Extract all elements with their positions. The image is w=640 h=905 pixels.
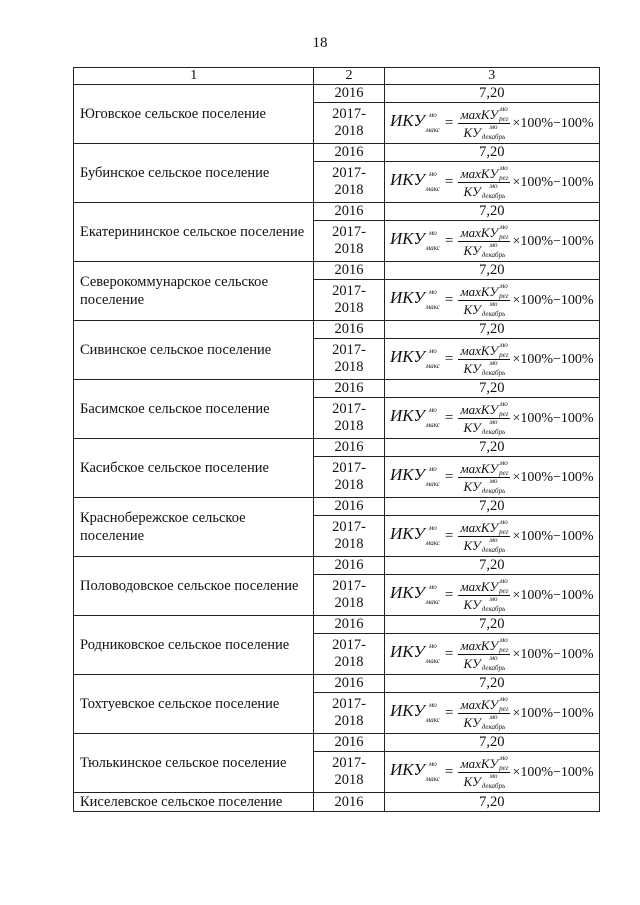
formula-lhs [390,112,440,134]
year-2016: 2016 [314,203,384,221]
formula-equals: = [444,527,454,544]
year-2016: 2016 [314,144,384,162]
formula-num-sub: рег [499,527,509,536]
formula-num-main: махКУ [460,401,499,417]
formula-lhs-sup: мо [428,170,437,178]
settlement-name: Екатерининское сельское поселение [74,203,314,262]
formula-fraction [458,578,510,613]
formula-lhs-sub: макс [425,598,440,606]
formula-tail: ×100%−100% [512,646,594,662]
formula-lhs-sub: макс [425,775,440,783]
settlement-name: Бубинское сельское поселение [74,144,314,203]
year-2016: 2016 [314,616,384,634]
year-2017-2018: 2017- 2018 [314,457,384,498]
formula-fraction [458,224,510,259]
formula-lhs-main: ИКУ [389,642,425,661]
formula-den-main: КУ [463,183,481,199]
formula-tail: ×100%−100% [512,292,594,308]
formula-den-sup: мо [489,181,498,190]
formula-lhs [390,761,440,783]
formula-numerator [458,342,510,360]
formula [390,460,594,495]
formula-den-sup: мо [489,122,498,131]
formula-denominator [462,360,508,377]
formula [390,755,594,790]
year-2016: 2016 [314,85,384,103]
formula-equals: = [444,232,454,249]
formula-lhs-sup: мо [428,288,437,296]
year-2017-2018: 2017- 2018 [314,575,384,616]
formula-lhs-sup: мо [428,111,437,119]
formula-num-sup: мо [499,399,508,408]
formula-cell [384,516,599,557]
formula-den-sub: декабрь [481,427,506,436]
settlement-name: Краснобережское сельское поселение [74,498,314,557]
formula-cell [384,221,599,262]
formula-den-main: КУ [463,714,481,730]
formula-den-main: КУ [463,478,481,494]
formula-fraction [458,460,510,495]
formula-den-sub: декабрь [481,486,506,495]
formula-cell [384,398,599,439]
formula [390,519,594,554]
formula-equals: = [444,468,454,485]
formula-lhs [390,584,440,606]
formula-den-sup: мо [489,240,498,249]
formula-lhs-main: ИКУ [389,288,425,307]
year-2017-2018: 2017- 2018 [314,221,384,262]
table-row [74,557,600,575]
formula-den-sub: декабрь [481,722,506,731]
formula-den-sub: декабрь [481,781,506,790]
year-2017-2018: 2017- 2018 [314,103,384,144]
formula-fraction [458,755,510,790]
year-2016: 2016 [314,557,384,575]
page-number: 18 [312,35,328,51]
formula-den-main: КУ [463,655,481,671]
formula [390,637,594,672]
formula-lhs-sup: мо [428,465,437,473]
formula-den-sup: мо [489,653,498,662]
formula-cell [384,103,599,144]
formula-den-main: КУ [463,301,481,317]
table-header-row [74,68,600,85]
formula-tail: ×100%−100% [512,469,594,485]
formula-equals: = [444,586,454,603]
index-value: 7,20 [384,557,599,575]
formula-den-sub: декабрь [481,368,506,377]
index-value: 7,20 [384,498,599,516]
index-value: 7,20 [384,203,599,221]
year-2017-2018: 2017- 2018 [314,398,384,439]
formula-num-sup: мо [499,163,508,172]
formula-lhs-main: ИКУ [389,524,425,543]
formula-num-main: махКУ [460,519,499,535]
formula-num-sub: рег [499,409,509,418]
formula-fraction [458,519,510,554]
index-value: 7,20 [384,380,599,398]
formula-fraction [458,637,510,672]
year-2016: 2016 [314,321,384,339]
formula-tail: ×100%−100% [512,115,594,131]
formula-lhs [390,289,440,311]
settlement-name: Северокоммунарское сельское поселение [74,262,314,321]
year-2017-2018: 2017- 2018 [314,693,384,734]
formula-num-main: махКУ [460,637,499,653]
formula-den-sup: мо [489,476,498,485]
formula-fraction [458,696,510,731]
year-2016: 2016 [314,734,384,752]
formula-cell [384,752,599,793]
formula-cell [384,280,599,321]
formula-lhs-sub: макс [425,657,440,665]
formula-cell [384,162,599,203]
tariff-table [73,67,600,812]
year-2016: 2016 [314,675,384,693]
year-2016: 2016 [314,498,384,516]
formula-equals: = [444,173,454,190]
table-row [74,262,600,280]
formula [390,165,594,200]
formula-equals: = [444,409,454,426]
formula-lhs-sub: макс [425,185,440,193]
formula-num-sub: рег [499,114,509,123]
formula-den-sub: декабрь [481,604,506,613]
table-row [74,144,600,162]
formula-numerator [458,578,510,596]
year-2017-2018: 2017- 2018 [314,339,384,380]
formula-num-sub: рег [499,645,509,654]
formula-num-main: махКУ [460,342,499,358]
table-row [74,439,600,457]
formula-denominator [462,773,508,790]
formula-numerator [458,755,510,773]
formula-denominator [462,419,508,436]
formula-tail: ×100%−100% [512,705,594,721]
formula-numerator [458,165,510,183]
formula-cell [384,575,599,616]
formula-den-main: КУ [463,360,481,376]
formula-lhs-sup: мо [428,760,437,768]
formula-num-sup: мо [499,753,508,762]
year-2016: 2016 [314,793,384,812]
formula-num-sup: мо [499,104,508,113]
index-value: 7,20 [384,85,599,103]
formula-tail: ×100%−100% [512,351,594,367]
table-body [74,85,600,812]
formula-num-main: махКУ [460,460,499,476]
formula-lhs-sub: макс [425,480,440,488]
formula [390,224,594,259]
formula-den-main: КУ [463,537,481,553]
index-value: 7,20 [384,439,599,457]
formula-lhs-sup: мо [428,642,437,650]
table-row [74,793,600,812]
formula-lhs-sup: мо [428,347,437,355]
formula-cell [384,339,599,380]
formula-lhs [390,643,440,665]
year-2017-2018: 2017- 2018 [314,516,384,557]
formula-num-sup: мо [499,458,508,467]
index-value: 7,20 [384,616,599,634]
formula-num-sub: рег [499,586,509,595]
formula [390,106,594,141]
formula-lhs [390,466,440,488]
formula-lhs-sup: мо [428,701,437,709]
formula [390,283,594,318]
formula-lhs-main: ИКУ [389,406,425,425]
formula-num-sub: рег [499,232,509,241]
formula [390,401,594,436]
formula-denominator [462,183,508,200]
formula-num-main: махКУ [460,224,499,240]
settlement-name: Касибское сельское поселение [74,439,314,498]
year-2016: 2016 [314,439,384,457]
formula-num-sup: мо [499,694,508,703]
formula-fraction [458,165,510,200]
settlement-name: Тюлькинское сельское поселение [74,734,314,793]
formula-num-sup: мо [499,281,508,290]
formula-lhs-sup: мо [428,229,437,237]
formula-den-sup: мо [489,299,498,308]
formula-lhs [390,702,440,724]
settlement-name: Родниковское сельское поселение [74,616,314,675]
formula-equals: = [444,763,454,780]
formula-cell [384,634,599,675]
column-header-2: 2 [314,68,384,85]
formula-num-sub: рег [499,291,509,300]
formula-denominator [462,714,508,731]
formula-equals: = [444,350,454,367]
formula-lhs-sub: макс [425,539,440,547]
formula-den-sub: декабрь [481,545,506,554]
formula-den-sub: декабрь [481,250,506,259]
settlement-name: Юговское сельское поселение [74,85,314,144]
formula-num-sup: мо [499,576,508,585]
formula-den-main: КУ [463,419,481,435]
formula-fraction [458,106,510,141]
formula-num-main: махКУ [460,578,499,594]
formula-lhs-main: ИКУ [389,701,425,720]
table-row [74,321,600,339]
formula [390,342,594,377]
index-value: 7,20 [384,793,599,812]
formula-numerator [458,401,510,419]
formula [390,578,594,613]
year-2016: 2016 [314,262,384,280]
formula-denominator [462,242,508,259]
formula-tail: ×100%−100% [512,764,594,780]
settlement-name: Киселевское сельское поселение [74,793,314,812]
formula-num-sup: мо [499,635,508,644]
formula [390,696,594,731]
table-row [74,734,600,752]
formula-numerator [458,460,510,478]
formula-lhs-main: ИКУ [389,170,425,189]
formula-lhs-sup: мо [428,583,437,591]
index-value: 7,20 [384,675,599,693]
formula-tail: ×100%−100% [512,587,594,603]
formula-denominator [462,537,508,554]
formula-lhs-sub: макс [425,421,440,429]
formula-lhs-sub: макс [425,716,440,724]
formula-lhs [390,407,440,429]
formula-fraction [458,401,510,436]
formula-denominator [462,655,508,672]
formula-lhs-main: ИКУ [389,347,425,366]
formula-numerator [458,519,510,537]
formula-lhs-sup: мо [428,524,437,532]
index-value: 7,20 [384,262,599,280]
formula-num-main: махКУ [460,283,499,299]
formula-num-sub: рег [499,350,509,359]
settlement-name: Половодовское сельское поселение [74,557,314,616]
formula-cell [384,457,599,498]
formula-lhs-main: ИКУ [389,760,425,779]
formula-fraction [458,342,510,377]
formula-lhs-sub: макс [425,362,440,370]
formula-den-main: КУ [463,773,481,789]
year-2017-2018: 2017- 2018 [314,162,384,203]
formula-lhs-main: ИКУ [389,229,425,248]
table-row [74,380,600,398]
formula-denominator [462,301,508,318]
settlement-name: Басимское сельское поселение [74,380,314,439]
formula-lhs-main: ИКУ [389,111,425,130]
formula-numerator [458,224,510,242]
column-header-1: 1 [74,68,314,85]
formula-den-sub: декабрь [481,663,506,672]
formula-num-sub: рег [499,173,509,182]
formula-lhs-sub: макс [425,126,440,134]
formula-num-sub: рег [499,468,509,477]
table-row [74,675,600,693]
formula-den-sub: декабрь [481,132,506,141]
formula-num-main: махКУ [460,165,499,181]
table-row [74,498,600,516]
formula-lhs-sub: макс [425,244,440,252]
formula-cell [384,693,599,734]
formula-num-sup: мо [499,222,508,231]
formula-den-sup: мо [489,358,498,367]
formula-lhs-main: ИКУ [389,583,425,602]
year-2017-2018: 2017- 2018 [314,634,384,675]
formula-num-sup: мо [499,340,508,349]
formula-den-sup: мо [489,594,498,603]
formula-denominator [462,124,508,141]
formula-numerator [458,106,510,124]
formula-numerator [458,696,510,714]
formula-tail: ×100%−100% [512,528,594,544]
formula-lhs-sub: макс [425,303,440,311]
index-value: 7,20 [384,734,599,752]
formula-lhs-main: ИКУ [389,465,425,484]
formula-num-main: махКУ [460,106,499,122]
year-2016: 2016 [314,380,384,398]
index-value: 7,20 [384,144,599,162]
year-2017-2018: 2017- 2018 [314,752,384,793]
formula-equals: = [444,291,454,308]
formula-equals: = [444,114,454,131]
formula-equals: = [444,645,454,662]
formula-fraction [458,283,510,318]
formula-equals: = [444,704,454,721]
formula-numerator [458,283,510,301]
formula-num-main: махКУ [460,696,499,712]
formula-den-sup: мо [489,535,498,544]
formula-den-sup: мо [489,712,498,721]
formula-lhs [390,171,440,193]
formula-denominator [462,596,508,613]
settlement-name: Тохтуевское сельское поселение [74,675,314,734]
formula-num-main: махКУ [460,755,499,771]
formula-lhs [390,525,440,547]
formula-den-main: КУ [463,124,481,140]
column-header-3: 3 [384,68,599,85]
formula-lhs [390,348,440,370]
formula-den-sup: мо [489,417,498,426]
index-value: 7,20 [384,321,599,339]
table-row [74,616,600,634]
formula-den-main: КУ [463,242,481,258]
formula-tail: ×100%−100% [512,233,594,249]
formula-tail: ×100%−100% [512,174,594,190]
table-row [74,203,600,221]
table-row [74,85,600,103]
formula-den-sup: мо [489,771,498,780]
formula-lhs-sup: мо [428,406,437,414]
formula-den-sub: декабрь [481,309,506,318]
formula-numerator [458,637,510,655]
formula-num-sup: мо [499,517,508,526]
formula-num-sub: рег [499,704,509,713]
formula-den-sub: декабрь [481,191,506,200]
formula-tail: ×100%−100% [512,410,594,426]
formula-denominator [462,478,508,495]
formula-den-main: КУ [463,596,481,612]
formula-num-sub: рег [499,763,509,772]
formula-lhs [390,230,440,252]
year-2017-2018: 2017- 2018 [314,280,384,321]
settlement-name: Сивинское сельское поселение [74,321,314,380]
